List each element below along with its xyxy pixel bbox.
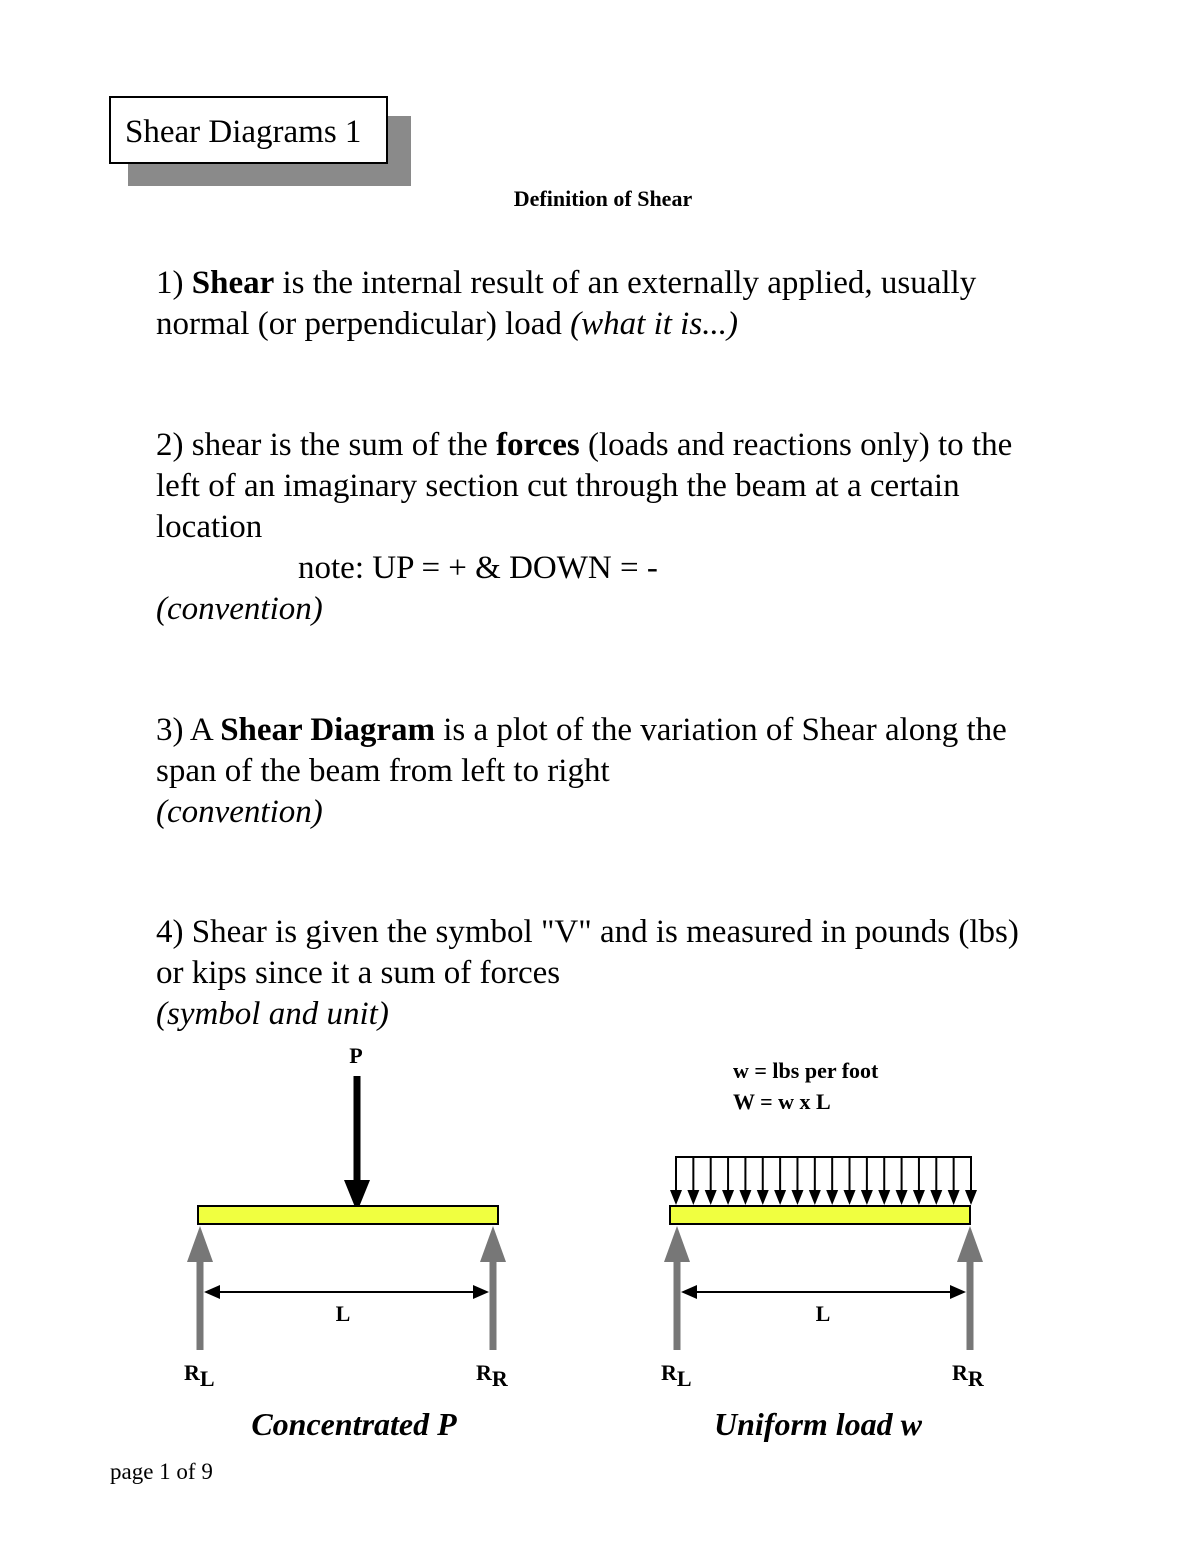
load-arrow	[687, 1157, 699, 1205]
page-number: page 1 of 9	[110, 1459, 213, 1484]
diagram-caption: Uniform load w	[713, 1406, 923, 1442]
definition-text: 4) Shear is given the symbol "V" and is measured in pounds (lbs)	[156, 914, 1019, 950]
definition-note: (convention)	[156, 794, 323, 830]
beam-right	[670, 1206, 970, 1224]
load-arrow	[826, 1157, 838, 1205]
load-arrow	[739, 1157, 751, 1205]
reaction-label-right: RR	[476, 1360, 508, 1391]
load-arrow	[722, 1157, 734, 1205]
definition-text: is the internal result of an externally applied, usually	[274, 265, 977, 301]
diagram-caption: Concentrated P	[251, 1406, 457, 1442]
reaction-arrow-left	[187, 1226, 213, 1350]
span-dimension-line	[204, 1285, 489, 1299]
load-arrow	[965, 1157, 977, 1205]
point-load-arrow	[344, 1076, 370, 1212]
term-forces: forces	[496, 427, 580, 463]
definition-text: (loads and reactions only) to the	[579, 427, 1013, 463]
load-arrow	[948, 1157, 960, 1205]
reaction-label-left: RL	[184, 1360, 215, 1391]
reaction-arrow-right	[480, 1226, 506, 1350]
reaction-arrow-left	[664, 1226, 690, 1350]
definition-text: is a plot of the variation of Shear along the	[434, 712, 1007, 748]
load-arrow	[930, 1157, 942, 1205]
reaction-label-left: RL	[661, 1360, 692, 1391]
definition-text: or kips since it a sum of forces	[156, 955, 561, 991]
definition-text: normal (or perpendicular) load	[156, 306, 571, 342]
page-title: Shear Diagrams 1	[109, 96, 388, 164]
beam-left	[198, 1206, 498, 1224]
sign-convention-note: note: UP = + & DOWN = -	[298, 550, 658, 586]
distributed-load-arrows	[670, 1157, 977, 1205]
section-heading: Definition of Shear	[513, 186, 693, 211]
load-arrow	[774, 1157, 786, 1205]
definition-note: (symbol and unit)	[156, 996, 389, 1032]
uniform-load-diagram	[661, 1058, 985, 1442]
item-number: 1)	[156, 265, 192, 301]
load-arrow	[809, 1157, 821, 1205]
load-arrow	[844, 1157, 856, 1205]
load-arrow	[896, 1157, 908, 1205]
load-definition-total: W = w x L	[733, 1089, 831, 1114]
definition-text: location	[156, 509, 263, 545]
load-arrow	[878, 1157, 890, 1205]
load-arrow	[670, 1157, 682, 1205]
load-arrow	[861, 1157, 873, 1205]
definition-note: (what it is...)	[570, 306, 738, 342]
term-shear: Shear	[191, 265, 275, 301]
span-dimension-line	[681, 1285, 966, 1299]
load-arrow	[705, 1157, 717, 1205]
span-label: L	[815, 1301, 831, 1326]
span-label: L	[335, 1301, 351, 1326]
load-arrow	[791, 1157, 803, 1205]
definition-text: 3) A	[156, 712, 221, 748]
load-label-p: P	[349, 1043, 363, 1068]
load-definition-w: w = lbs per foot	[733, 1058, 879, 1083]
load-arrow	[757, 1157, 769, 1205]
term-shear-diagram: Shear Diagram	[220, 712, 435, 748]
load-arrow	[913, 1157, 925, 1205]
definition-text: span of the beam from left to right	[156, 753, 610, 789]
definition-text: 2) shear is the sum of the	[156, 427, 497, 463]
reaction-arrow-right	[957, 1226, 983, 1350]
definition-text: left of an imaginary section cut through the beam at a certain	[156, 468, 960, 504]
concentrated-load-diagram	[184, 1043, 509, 1442]
definition-note: (convention)	[156, 591, 323, 627]
reaction-label-right: RR	[952, 1360, 984, 1391]
